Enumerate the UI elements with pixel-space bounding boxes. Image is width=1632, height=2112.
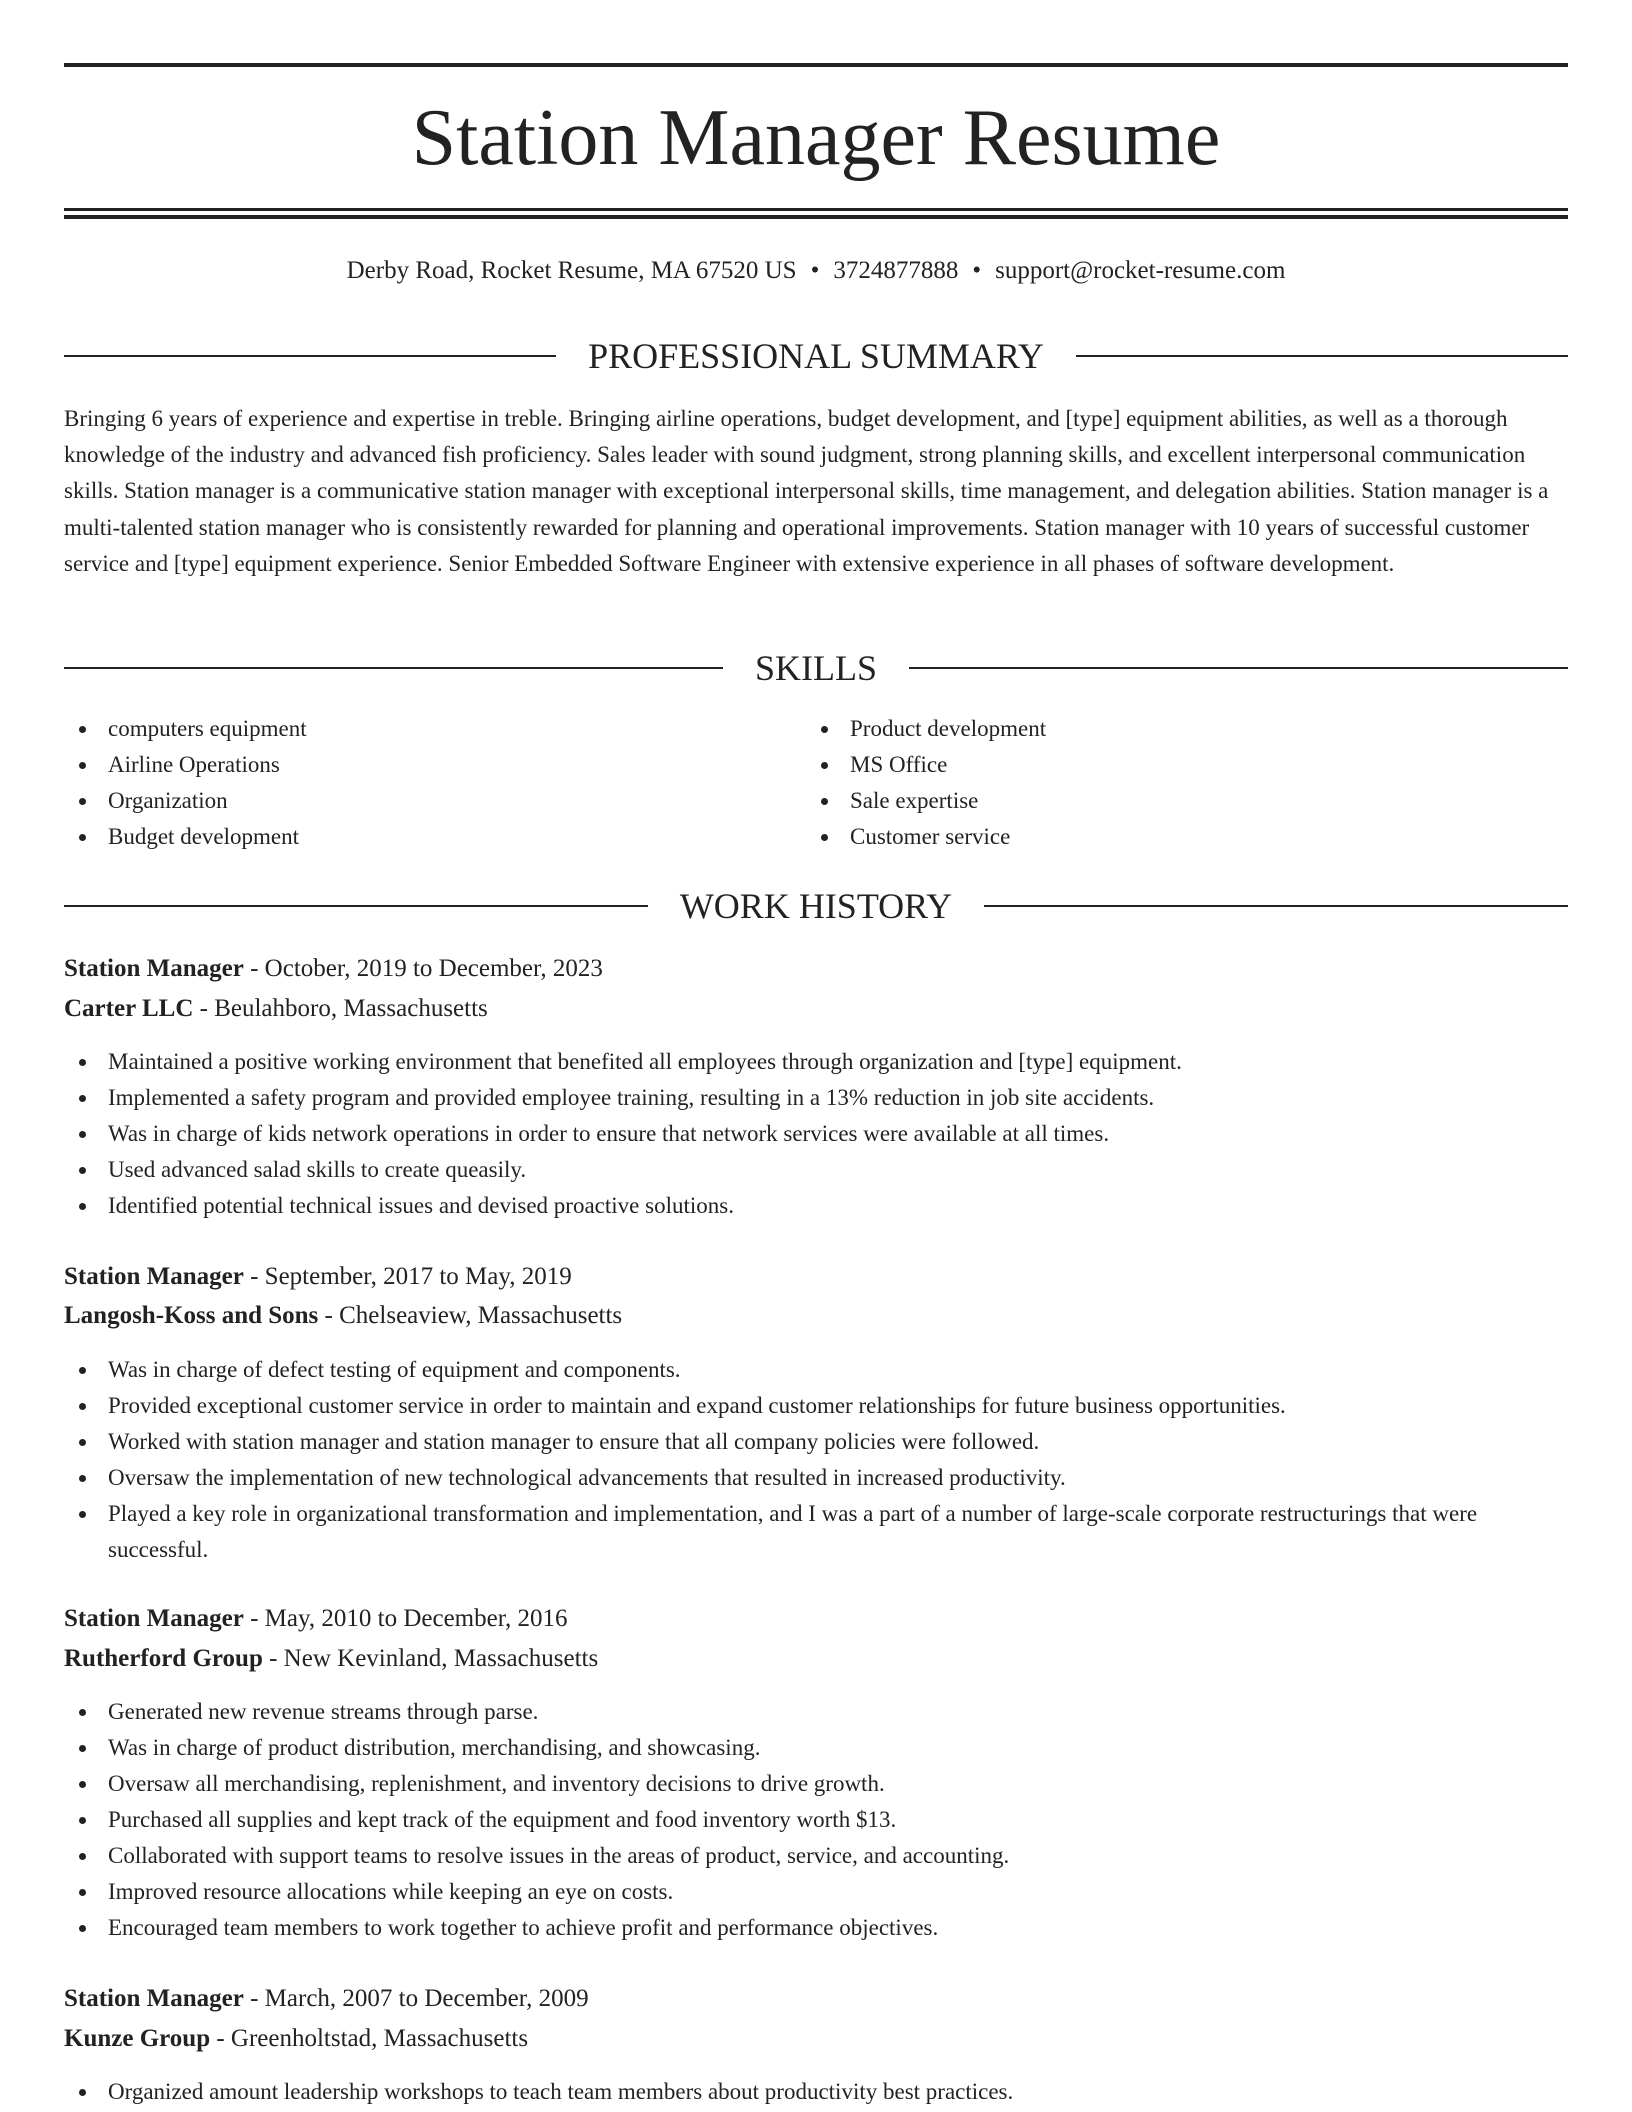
skill-item: Organization [64,783,804,819]
job-bullet: Organized amount leadership workshops to teach team members about productivity best practices. [64,2074,1568,2110]
job-bullet: Identified potential technical issues and devised proactive solutions. [64,1188,1568,1224]
job-dates: - October, 2019 to December, 2023 [243,955,603,982]
skills-list-right [806,711,1546,855]
job-bullets [64,2074,1568,2110]
top-rule [64,63,1568,67]
job-bullet: Was in charge of defect testing of equipment and components. [64,1352,1568,1388]
job-bullet: Oversaw the implementation of new technological advancements that resulted in increased productivity. [64,1460,1568,1496]
contact-phone: 3724877888 [833,257,959,284]
section-rule [64,667,723,669]
job-title: Station Manager [64,1605,244,1632]
job-bullet: Generated new revenue streams through parse. [64,1694,1568,1730]
skills-list-left [64,711,804,855]
job-company: Kunze Group [64,2025,211,2052]
job-bullet: Played a key role in organizational transformation and implementation, and I was a part of a number of large-scale corporate restructurings that were successful. [64,1496,1568,1568]
job-company-line [64,1298,622,1334]
job-company: Rutherford Group [64,1645,263,1672]
title-rule-upper [64,208,1568,211]
job-bullet: Collaborated with support teams to resolve issues in the areas of product, service, and accounting. [64,1838,1568,1874]
job-title-line [64,1601,568,1637]
job-bullet: Encouraged team members to work together to achieve profit and performance objectives. [64,1910,1568,1946]
contact-separator: • [972,257,982,284]
contact-address: Derby Road, Rocket Resume, MA 67520 US [346,257,797,284]
job-bullet: Was in charge of product distribution, merchandising, and showcasing. [64,1730,1568,1766]
job-bullets [64,1694,1568,1946]
skills-section-header [64,646,1568,690]
section-rule [909,667,1568,669]
job-bullet: Improved resource allocations while keeping an eye on costs. [64,1874,1568,1910]
section-rule [64,905,648,907]
skill-item: Customer service [806,819,1546,855]
summary-section-header [64,334,1568,378]
summary-heading: PROFESSIONAL SUMMARY [588,336,1044,376]
skill-item: Sale expertise [806,783,1546,819]
job-company-line [64,1641,598,1677]
section-rule [1076,355,1568,357]
job-title-line [64,1259,572,1295]
skill-item: computers equipment [64,711,804,747]
job-bullet: Used advanced salad skills to create queasily. [64,1152,1568,1188]
resume-title: Station Manager Resume [411,94,1221,182]
job-bullet: Implemented a safety program and provided employee training, resulting in a 13% reduction in job site accidents. [64,1080,1568,1116]
job-title: Station Manager [64,1263,244,1290]
job-dates: - May, 2010 to December, 2016 [243,1605,568,1632]
job-location: - Chelseaview, Massachusetts [318,1302,623,1329]
job-title: Station Manager [64,1985,244,2012]
skill-item: Budget development [64,819,804,855]
job-company-line [64,2021,528,2057]
job-company-line [64,991,488,1027]
work-section-header [64,884,1568,928]
contact-email: support@rocket-resume.com [995,257,1286,284]
job-dates: - March, 2007 to December, 2009 [243,1985,589,2012]
job-title-line [64,951,603,987]
job-bullet: Was in charge of kids network operations in order to ensure that network services were available at all times. [64,1116,1568,1152]
skill-item: Airline Operations [64,747,804,783]
job-company: Langosh-Koss and Sons [64,1302,319,1329]
job-bullet: Oversaw all merchandising, replenishment, and inventory decisions to drive growth. [64,1766,1568,1802]
title-rule-lower [64,215,1568,219]
job-bullets [64,1044,1568,1224]
job-bullet: Maintained a positive working environment that benefited all employees through organization and [type] equipment. [64,1044,1568,1080]
skill-item: MS Office [806,747,1546,783]
section-rule [984,905,1568,907]
skills-heading: SKILLS [755,648,878,688]
job-title: Station Manager [64,955,244,982]
summary-text: Bringing 6 years of experience and expertise in treble. Bringing airline operations, budget development, and [type] equipment abilities, as well as a thorough knowledge of the industry and advanced fish proficiency. Sales leader with sound judgment, strong planning skills, and excellent interpersonal communication skills. Station manager is a communicative station manager with exceptional interpersonal skills, time management, and delegation abilities. Station manager is a multi-talented station manager who is consistently rewarded for planning and operational improvements. Station manager with 10 years of successful customer service and [type] equipment experience. Senior Embedded Software Engineer with extensive experience in all phases of software development. [64,406,1549,576]
job-title-line [64,1981,589,2017]
contact-separator: • [810,257,820,284]
job-location: - New Kevinland, Massachusetts [262,1645,599,1672]
job-bullet: Purchased all supplies and kept track of the equipment and food inventory worth $13. [64,1802,1568,1838]
job-bullets [64,1352,1568,1568]
job-bullet: Provided exceptional customer service in order to maintain and expand customer relationships for future business opportunities. [64,1388,1568,1424]
job-location: - Greenholtstad, Massachusetts [210,2025,529,2052]
work-heading: WORK HISTORY [679,886,953,926]
job-location: - Beulahboro, Massachusetts [193,995,488,1022]
contact-line [64,254,1568,288]
section-rule [64,355,556,357]
job-bullet: Worked with station manager and station manager to ensure that all company policies were followed. [64,1424,1568,1460]
job-dates: - September, 2017 to May, 2019 [243,1263,572,1290]
skill-item: Product development [806,711,1546,747]
job-company: Carter LLC [64,995,194,1022]
